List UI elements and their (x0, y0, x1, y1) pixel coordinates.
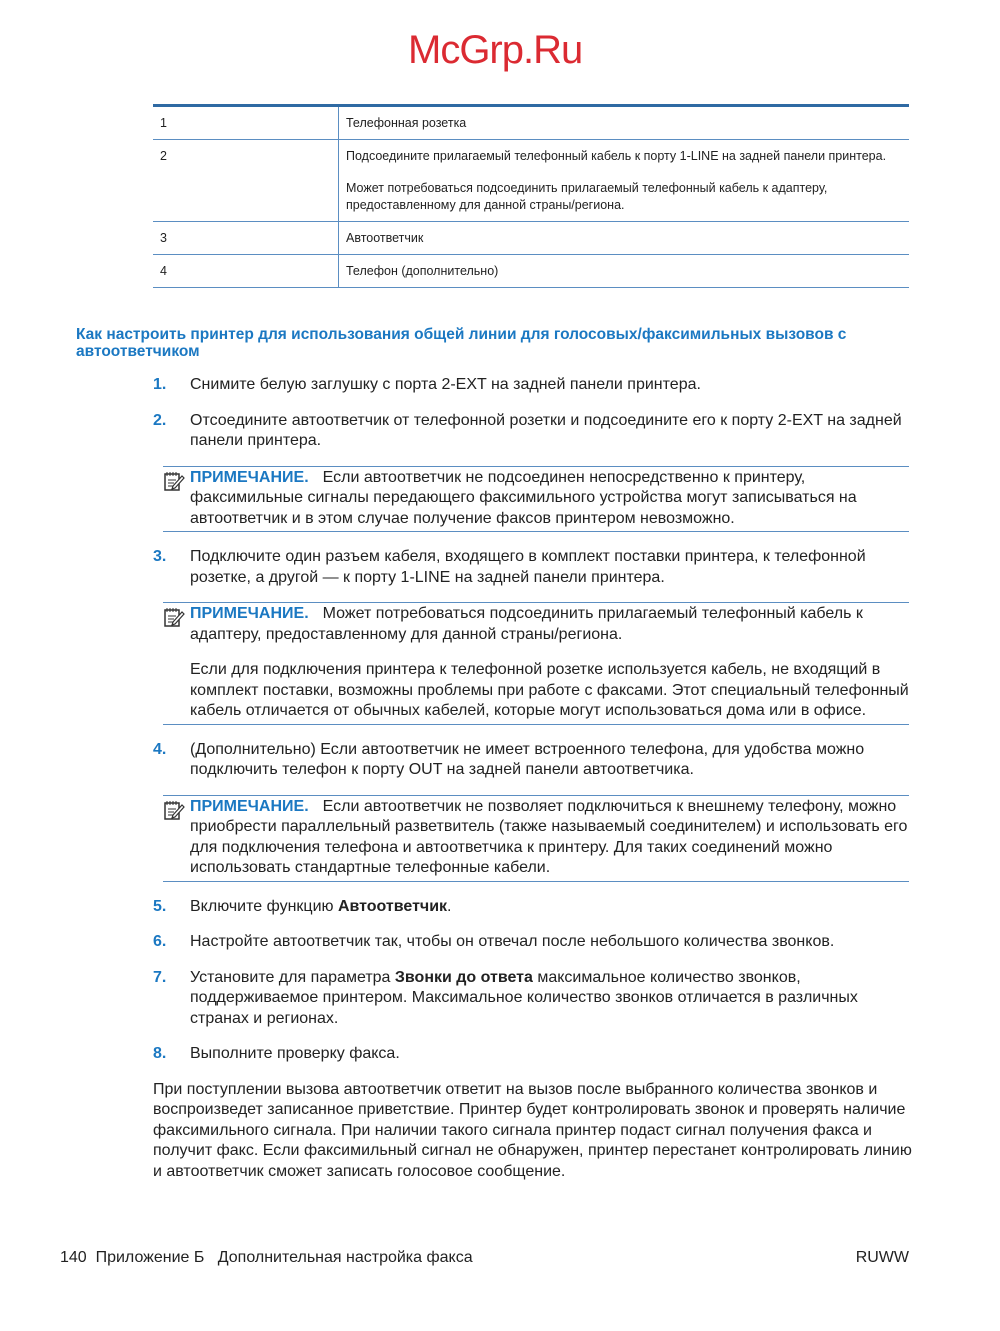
step-text: Подключите один разъем кабеля, входящего в комплект поставки принтера, к телефонной розетке, а другой — к порту 1-LINE на задней панели принтера. (190, 548, 866, 586)
text: . (447, 897, 452, 915)
table-row (153, 140, 909, 222)
ui-term: Автоответчик (337, 897, 448, 915)
row-number: 2 (153, 140, 339, 222)
step (153, 932, 913, 953)
row-text (339, 140, 910, 222)
step-text: Отсоедините автоответчик от телефонной розетки и подсоедините его к порту 2-EXT на задней панели принтера. (190, 411, 902, 449)
step-number: 8. (153, 1045, 167, 1062)
step-text: Выполните проверку факса. (190, 1045, 400, 1062)
row-text (339, 255, 910, 288)
text: максимальное количество звонков, поддерживаемое принтером. Максимальное количество звонков отличается в различных странах и регионах. (190, 968, 858, 1027)
body-paragraph: При поступлении вызова автоответчик ответит на вызов после выбранного количества звонков и воспроизведет записанное приветствие. Принтер будет контролировать звонок и проверять наличие факсимильного сигнала. При наличии такого сигнала принтер подаст сигнал получения факса и получит факс. Если факсимильный сигнал не обнаружен, принтер перестанет контролировать линию и автоответчик сможет записать голосовое сообщение. (153, 1080, 912, 1180)
cell-text: Телефонная розетка (346, 116, 467, 130)
cell-text: Автоответчик (346, 231, 424, 245)
table-row (153, 106, 909, 140)
step (153, 547, 913, 588)
note-label: ПРИМЕЧАНИЕ. (190, 605, 309, 622)
step (153, 740, 913, 781)
chapter-label: Приложение Б (95, 1249, 205, 1266)
cell-text: Подсоедините прилагаемый телефонный кабель к порту 1-LINE на задней панели принтера. (346, 149, 887, 163)
row-number: 1 (153, 106, 339, 140)
step (153, 1044, 913, 1065)
step-number: 4. (153, 740, 167, 758)
footer-left (60, 1249, 473, 1267)
cell-text: Может потребоваться подсоединить прилагаемый телефонный кабель к адаптеру, предоставленному для данной страны/региона. (346, 181, 828, 212)
legend-table (153, 104, 909, 288)
note-icon (163, 606, 185, 628)
ui-term: Звонки до ответа (394, 968, 533, 986)
text: Включите функцию (190, 897, 338, 915)
step (153, 375, 913, 396)
chapter-title: Дополнительная настройка факса (217, 1249, 473, 1266)
note-text: Если автоответчик не подсоединен непосредственно к принтеру, факсимильные сигналы передающего факсимильного устройства могут записываться на автоответчик и в этом случае получение факсов принтером невозможно. (190, 468, 857, 527)
step-number: 1. (153, 376, 167, 393)
note-label: ПРИМЕЧАНИЕ. (190, 468, 309, 486)
note-label: ПРИМЕЧАНИЕ. (190, 797, 309, 815)
cell-text: Телефон (дополнительно) (346, 264, 499, 278)
note (163, 602, 909, 725)
note-text: Если для подключения принтера к телефонной розетке используется кабель, не входящий в комплект поставки, возможны проблемы при работе с факсами. Этот специальный телефонный кабель отличается от обычных кабелей, которые могут использоваться дома или в офисе. (190, 661, 909, 719)
step (153, 411, 913, 452)
step-number: 2. (153, 411, 167, 429)
section-heading: Как настроить принтер для использования общей линии для голосовых/факсимильных вызовов с автоответчиком (76, 326, 847, 360)
note-icon (163, 470, 185, 492)
note-text: Если автоответчик не позволяет подключиться к внешнему телефону, можно приобрести параллельный разветвитель (также называемый соединителем) и использовать его для подключения телефона и автоответчика к принтеру. Для таких соединений можно использовать стандартные телефонные кабели. (190, 797, 908, 876)
step-text (190, 968, 913, 1030)
step-text: (Дополнительно) Если автоответчик не имеет встроенного телефона, для удобства можно подключить телефон к порту OUT на задней панели автоответчика. (190, 740, 865, 778)
text: Установите для параметра (190, 968, 395, 986)
step-number: 6. (153, 933, 167, 950)
footer-locale: RUWW (855, 1249, 909, 1266)
content (0, 104, 1000, 1182)
note (163, 795, 909, 882)
table-row (153, 222, 909, 255)
step-number: 7. (153, 968, 167, 986)
step-text: Снимите белую заглушку с порта 2-EXT на задней панели принтера. (190, 376, 701, 393)
step-number: 3. (153, 548, 167, 565)
step-text: Настройте автоответчик так, чтобы он отвечал после небольшого количества звонков. (190, 933, 835, 950)
step (153, 897, 913, 918)
note (163, 466, 909, 533)
row-number: 4 (153, 255, 339, 288)
watermark: McGrp.Ru (408, 28, 583, 72)
step (153, 968, 913, 1030)
step-text (190, 897, 913, 918)
row-text (339, 106, 910, 140)
step-number: 5. (153, 897, 167, 915)
note-icon (163, 799, 185, 821)
row-number: 3 (153, 222, 339, 255)
table-row (153, 255, 909, 288)
page-number: 140 (60, 1249, 87, 1266)
row-text (339, 222, 910, 255)
note-text: Может потребоваться подсоединить прилагаемый телефонный кабель к адаптеру, предоставленному для данной страны/региона. (190, 605, 863, 643)
